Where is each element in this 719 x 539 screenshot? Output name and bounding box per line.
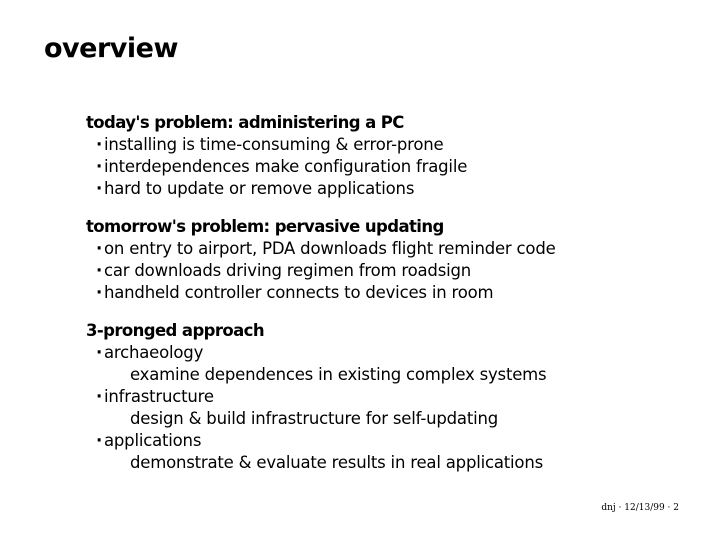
bullet-item [86, 156, 467, 178]
bullet-text: hard to update or remove applications [104, 179, 415, 198]
bullet-text: applications [104, 431, 202, 450]
section-heading: 3-pronged approach [86, 321, 265, 340]
bullet-text: car downloads driving regimen from roadsign [104, 261, 472, 280]
bullet-text: handheld controller connects to devices in room [104, 283, 494, 302]
section-heading: tomorrow's problem: pervasive updating [86, 217, 444, 236]
bullet-dot-icon: · [96, 283, 103, 302]
bullet-text: infrastructure [104, 387, 214, 406]
bullet-detail: design & build infrastructure for self-updating [130, 409, 499, 428]
bullet-item [86, 430, 546, 452]
bullet-dot-icon: · [96, 387, 103, 406]
bullet-text: installing is time-consuming & error-prone [104, 135, 444, 154]
bullet-dot-icon: · [96, 157, 103, 176]
bullet-item [86, 260, 556, 282]
bullet-dot-icon: · [96, 343, 103, 362]
bullet-dot-icon: · [96, 431, 103, 450]
bullet-item [86, 178, 467, 200]
bullet-dot-icon: · [96, 179, 103, 198]
bullet-text: on entry to airport, PDA downloads flight reminder code [104, 239, 556, 258]
bullet-item [86, 342, 546, 364]
section-todays-problem [86, 112, 467, 200]
section-approach [86, 320, 546, 474]
section-tomorrows-problem [86, 216, 556, 304]
bullet-text: interdependences make configuration fragile [104, 157, 468, 176]
bullet-dot-icon: · [96, 261, 103, 280]
bullet-dot-icon: · [96, 239, 103, 258]
bullet-detail: examine dependences in existing complex systems [130, 365, 547, 384]
bullet-item [86, 134, 467, 156]
bullet-item [86, 282, 556, 304]
bullet-item [86, 238, 556, 260]
bullet-item [86, 386, 546, 408]
slide-footer: dnj · 12/13/99 · 2 [601, 503, 679, 513]
slide-title: overview [44, 33, 178, 64]
bullet-detail: demonstrate & evaluate results in real applications [130, 453, 543, 472]
bullet-text: archaeology [104, 343, 204, 362]
section-heading: today's problem: administering a PC [86, 113, 404, 132]
bullet-dot-icon: · [96, 135, 103, 154]
